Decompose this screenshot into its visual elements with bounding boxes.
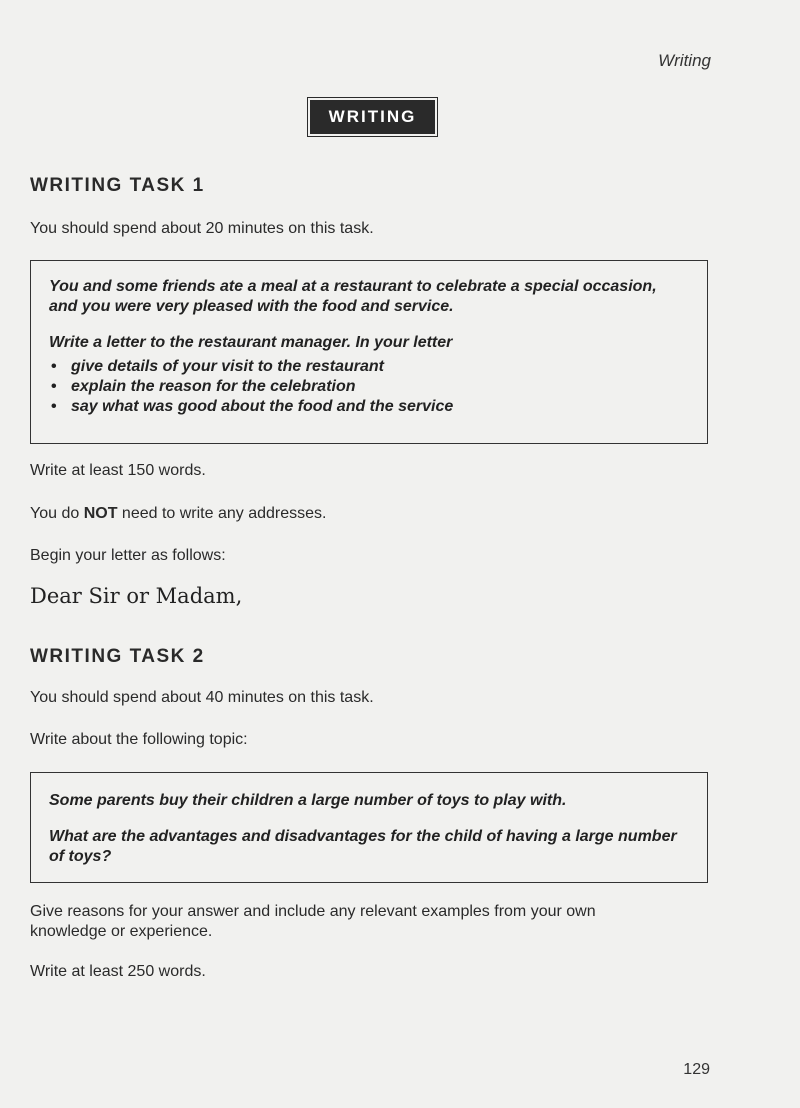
task2-prompt-box — [30, 772, 708, 883]
task1-bullet: • give details of your visit to the restaurant — [49, 357, 689, 377]
task1-prompt-para2: Write a letter to the restaurant manager. In your letter — [49, 334, 453, 351]
task2-topic-note: Write about the following topic: — [30, 731, 248, 748]
task1-prompt-box — [30, 260, 708, 444]
task2-time-note: You should spend about 40 minutes on this task. — [30, 689, 374, 706]
task1-address-note: You do NOT need to write any addresses. — [30, 505, 327, 522]
running-head: Writing — [658, 51, 711, 70]
salutation: Dear Sir or Madam, — [30, 584, 243, 608]
task1-prompt-para1: You and some friends ate a meal at a restaurant to celebrate a special occasion, and you were very pleased with the food and service. — [49, 278, 657, 315]
task2-heading: WRITING TASK 2 — [30, 646, 205, 667]
task2-prompt-para2: What are the advantages and disadvantages for the child of having a large number of toys? — [49, 828, 677, 865]
task2-reasons-line1: Give reasons for your answer and include any relevant examples from your own — [30, 903, 596, 920]
task1-bullet-list — [49, 357, 689, 417]
task1-begin-note: Begin your letter as follows: — [30, 547, 226, 564]
section-banner: WRITING — [308, 98, 437, 136]
task2-prompt-para1: Some parents buy their children a large number of toys to play with. — [49, 792, 567, 809]
task2-word-count-note: Write at least 250 words. — [30, 963, 206, 980]
task2-reasons-line2: knowledge or experience. — [30, 923, 213, 940]
page-number: 129 — [683, 1061, 710, 1078]
task1-heading: WRITING TASK 1 — [30, 175, 205, 196]
task1-time-note: You should spend about 20 minutes on this task. — [30, 220, 374, 237]
task1-bullet: • say what was good about the food and the service — [49, 397, 689, 417]
task1-bullet: • explain the reason for the celebration — [49, 377, 689, 397]
task1-word-count-note: Write at least 150 words. — [30, 462, 206, 479]
